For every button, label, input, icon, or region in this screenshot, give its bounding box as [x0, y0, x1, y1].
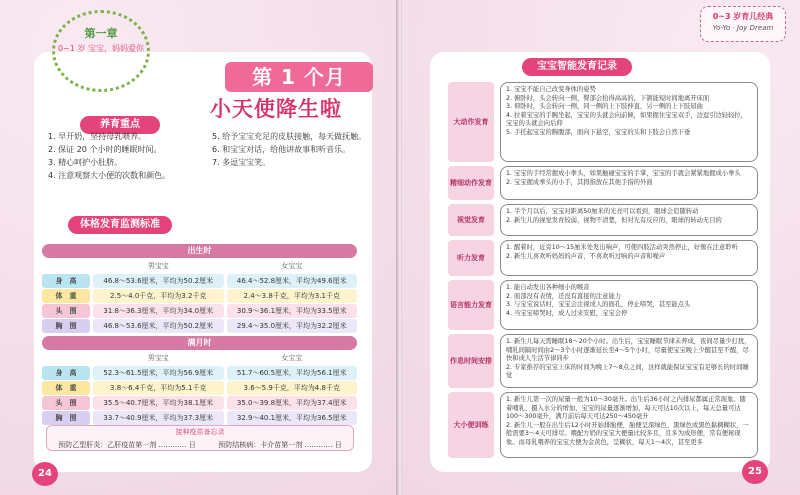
table-row: 身 高 46.8～53.6厘米，平均为50.2厘米 46.4～52.8厘米，平均为49.6厘米: [42, 274, 357, 288]
table-row: 头 围 35.5～40.7厘米，平均为38.1厘米 35.0～39.8厘米，平均为37.4厘米: [42, 396, 357, 410]
list-item: 3. 精心呵护小肚脐。: [48, 158, 123, 167]
full-month-table: [42, 336, 357, 425]
section-feeding-focus: 养育重点: [80, 116, 160, 134]
full-month-table-header: [42, 351, 357, 365]
list-item: 4. 注意观察大小便的次数和颜色。: [48, 171, 171, 180]
girl-header: 女宝宝: [281, 262, 303, 270]
table-row: 体 重 2.5～4.0千克，平均为3.2千克 2.4～3.8千克，平均为3.1千克: [42, 289, 357, 303]
vaccine-hepatitis: 预防乙型肝炎：乙肝疫苗第一剂 ………… 日: [58, 441, 196, 449]
list-item: 1. 能自动发出各种细小的喉音: [506, 284, 590, 291]
full-month-table-title: 满月时: [42, 336, 357, 350]
list-item: 2. 俯卧时，头会转向一侧，臀部会抬得高高的。下颌能短时间地离开床面: [506, 94, 710, 102]
boy-header: 男宝宝: [147, 262, 169, 270]
points-left: [48, 130, 218, 182]
left-page: [0, 0, 398, 495]
table-row: 胸 围 46.8～53.6厘米，平均为50.2厘米 29.4～35.0厘米，平均为32.2厘米: [42, 319, 357, 333]
page-number-right: 25: [742, 460, 768, 484]
section-intelligence-record: 宝宝智能发育记录: [522, 58, 632, 76]
list-item: 6. 和宝宝对话，给他讲故事和听音乐。: [212, 145, 351, 154]
list-item: 2. 宝宝握成拳头的小手，其拇指放在其他手指的外面: [506, 178, 653, 186]
list-item: 1. 宝宝的手经常握成小拳头，如果触碰宝宝的手掌，宝宝的手就会紧紧地握成小拳头: [506, 170, 741, 177]
table-row: 体 重 3.8～6.4千克，平均为5.1千克 3.6～5.9千克，平均为4.8千克: [42, 381, 357, 395]
page-number-left: 24: [32, 462, 58, 486]
birth-table: [42, 244, 357, 333]
boy-header: 男宝宝: [147, 354, 169, 362]
list-item: 2. 保证 20 个小时的睡眠时间。: [48, 145, 162, 154]
list-item: 1. 新生儿每天需睡眠18～20个小时。出生后，宝宝睡眠节律未养成，夜间尽量少打扰，哺乳间隔时间由2～3个小时逐渐延长至4～5个小时，尽量使宝宝晚上少醒甚至不醒，尽快和成人生活节律同步: [506, 338, 751, 362]
list-item: 4. 当宝宝啼哭时，成人过来安慰，宝宝会停: [506, 309, 628, 317]
record-schedule: 作息时间安排 1. 新生儿每天需睡眠18～20个小时。出生后，宝宝睡眠节律未养成，夜间尽量少打扰，哺乳间隔时间由2～3个小时逐渐延长至4～5个小时，尽量使宝宝晚上少醒甚至不醒，尽快和成人生活节律同步 2. 专家推荐的宝宝上床的时间为晚上7～8点之间，这样就能保证宝宝有足够长的时间睡觉: [448, 334, 758, 388]
chapter-wreath: [52, 10, 150, 92]
series-logo: [700, 6, 786, 42]
list-item: 1. 宝宝不能自己改变身体的姿势: [506, 86, 596, 93]
points-right: [212, 130, 372, 169]
table-row: 头 围 31.8～36.3厘米，平均为34.0厘米 30.9～36.1厘米，平均为33.5厘米: [42, 304, 357, 318]
section-physical-standards: 体格发育监测标准: [68, 216, 172, 234]
vaccine-bcg: 预防结核病：卡介苗第一剂 ………… 日: [218, 441, 342, 449]
list-item: 2. 专家推荐的宝宝上床的时间为晚上7～8点之间，这样就能保证宝宝有足够长的时间睡觉: [506, 363, 749, 379]
month-title: 第 1 个月: [225, 62, 373, 92]
record-hearing: 听力发育 1. 醒着时，近旁10～15厘米处发出响声，可使四肢活动突然停止，好像在注意聆听 2. 新生儿喜欢听妈妈的声音，不喜欢听过响的声音和噪声: [448, 240, 758, 276]
table-row: 胸 围 33.7～40.9厘米，平均为37.3厘米 32.9～40.1厘米，平均为36.5厘米: [42, 411, 357, 425]
list-item: 2. 新生儿喜欢听妈妈的声音，不喜欢听过响的声音和噪声: [506, 252, 666, 260]
record-vision: 视觉发育 1. 半个月以后，宝宝对距离50厘米的光亮可以看到，眼球会追随转动 2. 新生儿的视觉发育较弱，视物不清楚，但对光有反应的，眼球的转动无目的: [448, 204, 758, 236]
record-fine-motor: 精细动作发育 1. 宝宝的手经常握成小拳头，如果触碰宝宝的手掌，宝宝的手就会紧紧地握成小拳头 2. 宝宝握成拳头的小手，其拇指放在其他手指的外面: [448, 166, 758, 200]
list-item: 3. 仰卧时，头会转向一侧，同一侧的上下肢伸直，另一侧的上下肢屈曲: [506, 103, 703, 110]
record-language: 语言能力发育 1. 能自动发出各种细小的喉音 2. 面部没有表情，还没有直接的注意能力 3. 与宝宝说话时，宝宝会注视成人的面孔，停止啼哭，甚至能点头 4. 当宝宝啼哭时，成人过来安慰，宝宝会停: [448, 280, 758, 330]
chapter-subtitle: 0~1 岁 宝宝，妈妈爱你: [58, 44, 144, 53]
vaccine-memo: [46, 425, 354, 451]
list-item: 2. 新生儿一般在出生后12小时开始排胎便，胎便呈深绿色、黑绿色或黑色黏稠糊状，一般需要3～4天可排尽。喂配方奶的宝宝大便量比较多且，且多为成形便，常有便秘现象。而母乳喂养的宝宝大便为金黄色，呈糊状，每天1～4次，甚至更多: [506, 421, 749, 446]
list-item: 2. 面部没有表情，还没有直接的注意能力: [506, 292, 622, 300]
list-item: 1. 半个月以后，宝宝对距离50厘米的光亮可以看到，眼球会追随转动: [506, 208, 699, 215]
record-gross-motor: 大动作发育 1. 宝宝不能自己改变身体的姿势 2. 俯卧时，头会转向一侧，臀部会抬得高高的。下颌能短时间地离开床面 3. 仰卧时，头会转向一侧，同一侧的上下肢伸直，另一侧的上下肢屈曲 4. 拉着宝宝的手腕坐起，宝宝的头就会向前倾，如果握住宝宝双手，边逗引边轻轻拉，宝宝的头就会向后仰 5. 手托起宝宝的胸腹部，面向下悬空，宝宝的头和下肢会自然下垂: [448, 82, 758, 162]
series-title: 0~3 岁育儿经典: [712, 12, 774, 21]
list-item: 7. 多逗宝宝笑。: [212, 158, 271, 167]
list-item: 2. 新生儿的视觉发育较弱，视物不清楚，但对光有反应的，眼球的转动无目的: [506, 216, 722, 224]
birth-table-title: 出生时: [42, 244, 357, 258]
page-subtitle: 小天使降生啦: [210, 97, 342, 121]
table-row: 身 高 52.3～61.5厘米，平均为56.9厘米 51.7～60.5厘米，平均为56.1厘米: [42, 366, 357, 380]
list-item: 1. 早开奶，坚持母乳喂养。: [48, 132, 147, 141]
vaccine-memo-title: 接种疫苗备忘录: [175, 428, 225, 436]
series-script: Yo-Yo · Joy Dream: [712, 24, 774, 32]
girl-header: 女宝宝: [281, 354, 303, 362]
list-item: 5. 手托起宝宝的胸腹部，面向下悬空，宝宝的头和下肢会自然下垂: [506, 128, 691, 136]
right-page: [402, 0, 800, 495]
record-toilet: 大小便训练 1. 新生儿第一次的尿量一般为10～30毫升。出生后36小时之内排尿都属正常现象。随着哺乳、摄入水分的增加，宝宝的尿量逐渐增加，每天可达10次以上，每天总量可达100～300毫升，满月前后每天可达250～450毫升 2. 新生儿一般在出生后12小时开始排胎便，胎便呈深绿色、黑绿色或黑色黏稠糊状，一般需要3～4天可排尽。喂配方奶的宝宝大便量比较多且，且多为成形便，常有便秘现象。而母乳喂养的宝宝大便为金黄色，呈糊状，每天1～4次，甚至更多: [448, 392, 758, 458]
chapter-title: 第一章: [84, 27, 118, 40]
list-item: 4. 拉着宝宝的手腕坐起，宝宝的头就会向前倾，如果握住宝宝双手，边逗引边轻轻拉，宝宝的头就会向后仰: [506, 111, 747, 127]
list-item: 1. 新生儿第一次的尿量一般为10～30毫升。出生后36小时之内排尿都属正常现象。随着哺乳、摄入水分的增加，宝宝的尿量逐渐增加，每天可达10次以上，每天总量可达100～300毫升，满月前后每天可达250～450毫升: [506, 396, 746, 420]
list-item: 5. 给予宝宝充足的皮肤接触，每天做抚触。: [212, 132, 367, 141]
list-item: 1. 醒着时，近旁10～15厘米处发出响声，可使四肢活动突然停止，好像在注意聆听: [506, 244, 738, 251]
birth-table-header: [42, 259, 357, 273]
list-item: 3. 与宝宝说话时，宝宝会注视成人的面孔，停止啼哭，甚至能点头: [506, 301, 691, 308]
